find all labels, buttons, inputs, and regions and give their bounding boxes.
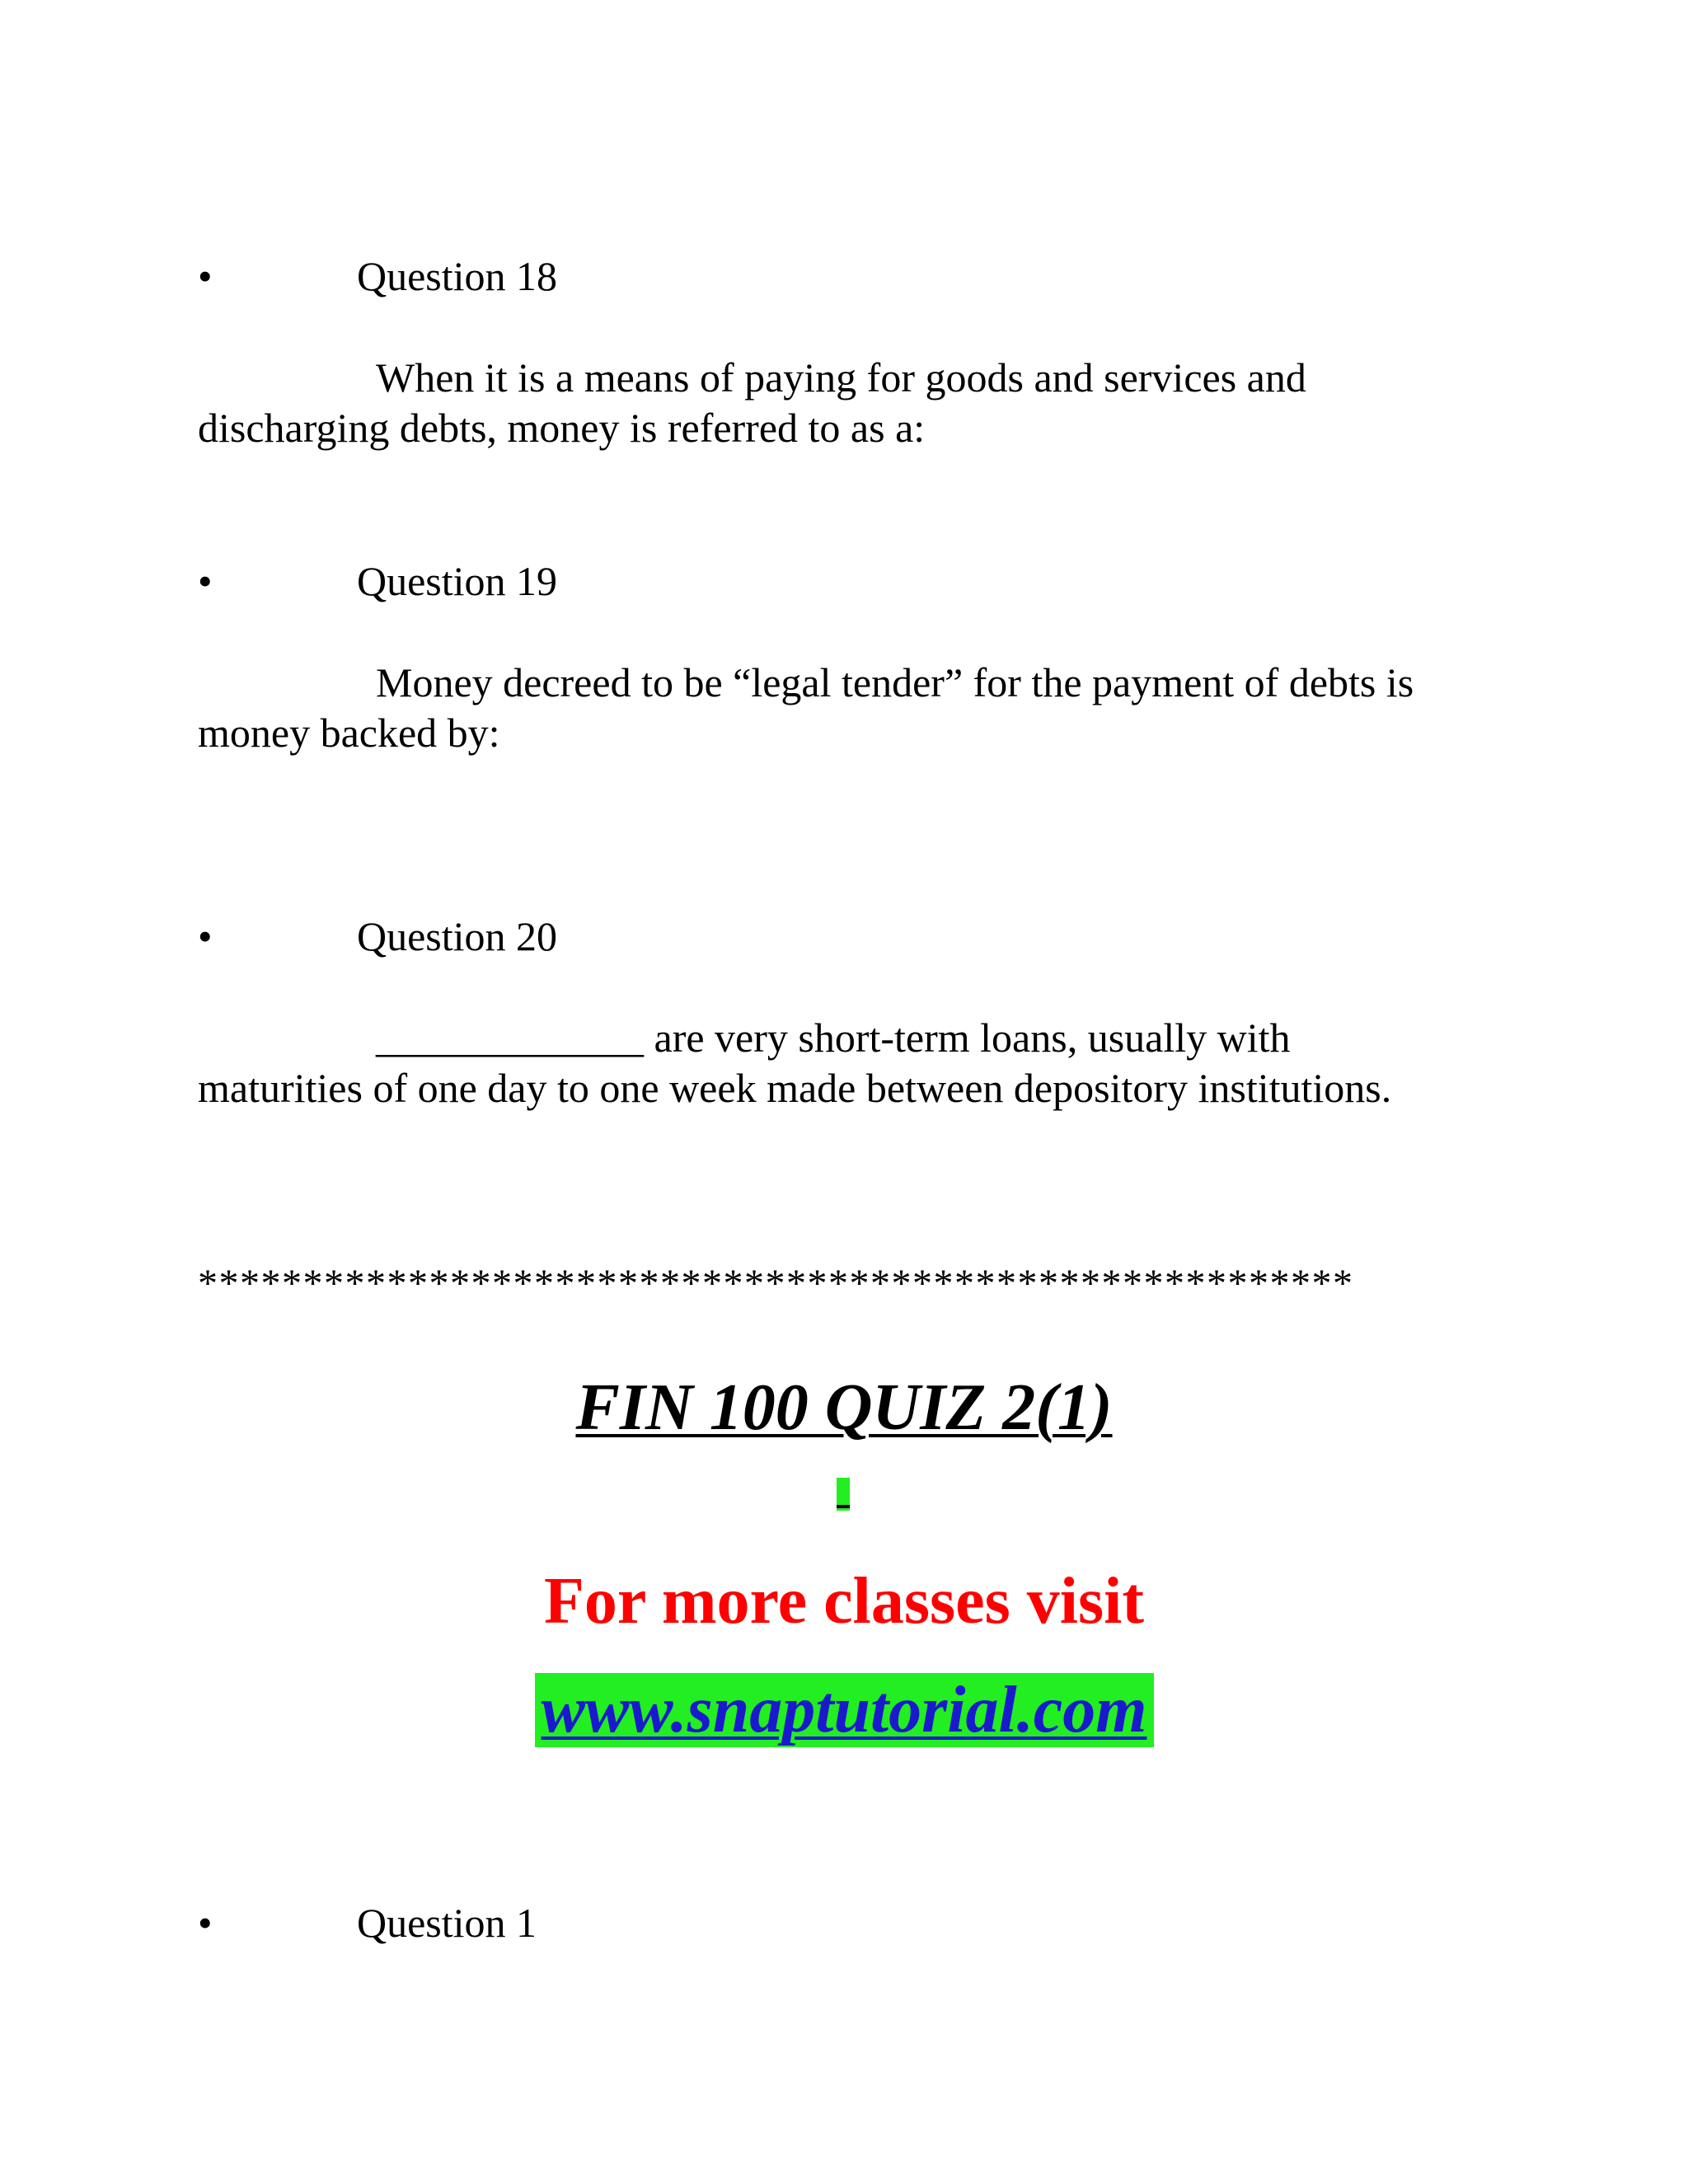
question-text-line: maturities of one day to one week made between depository institutions. <box>198 1065 1392 1111</box>
question-text-line: discharging debts, money is referred to as a: <box>198 405 926 451</box>
separator-stars: ******************************************************* <box>198 1262 1354 1305</box>
question-text-line: _____________ are very short-term loans, usually with <box>376 1015 1291 1061</box>
question-text-line: money backed by: <box>198 710 500 756</box>
bullet: • <box>198 913 213 959</box>
question-text-line: Money decreed to be “legal tender” for the payment of debts is <box>376 659 1414 705</box>
bullet: • <box>198 558 213 604</box>
bullet: • <box>198 253 213 299</box>
question-18-text <box>198 353 1550 453</box>
question-label: Question 18 <box>357 253 558 299</box>
site-link[interactable]: www.snaptutorial.com <box>535 1673 1154 1747</box>
highlight-mark <box>837 1478 850 1511</box>
question-label: Question 19 <box>357 558 558 604</box>
underline-dash <box>837 1505 850 1508</box>
link-container <box>0 1673 1688 1747</box>
question-19-text <box>198 658 1550 758</box>
bullet: • <box>198 1900 213 1946</box>
visit-text: For more classes visit <box>543 1565 1144 1638</box>
question-text-line: When it is a means of paying for goods and services and <box>376 354 1306 401</box>
question-label: Question 20 <box>357 913 558 959</box>
question-label: Question 1 <box>357 1900 537 1946</box>
question-20-text <box>198 1013 1550 1113</box>
quiz-title: FIN 100 QUIZ 2(1) <box>575 1371 1113 1444</box>
